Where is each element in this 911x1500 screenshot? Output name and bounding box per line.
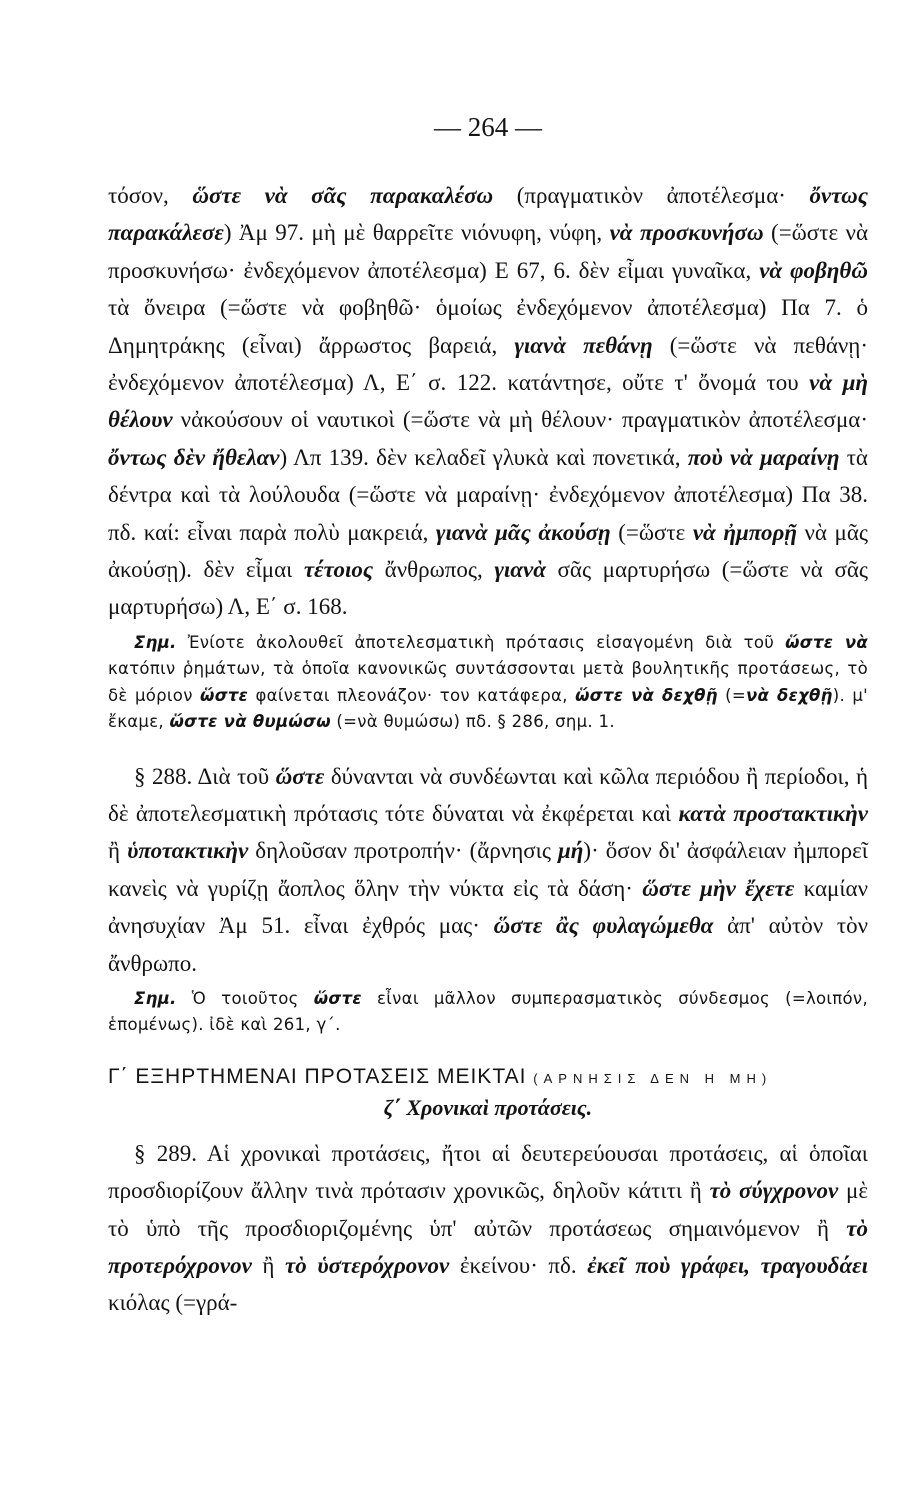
text-run: ) Λπ 139. δὲν κελαδεῖ γλυκὰ καὶ πονετικά, [279,444,688,470]
text-run: κατόπιν ῥημάτων, τὰ ὁποῖα κανονικῶς συντάσσονται μετὰ βουλητικῆς προτάσεως, τὸ δὲ μόριον [108,659,868,705]
text-run: νὰ μᾶς ἀκούσῃ). δὲν εἶμαι [108,519,868,583]
paragraph-continuation [108,177,868,626]
emphasis-text: τέτοιος [303,557,374,583]
emphasis-text: τὸ σύγχρονον [709,1178,839,1204]
text-run: ἢ [108,838,128,864]
emphasis-text: μή [558,838,584,864]
text-run: § 289. Αἱ χρονικαὶ προτάσεις, ἤτοι αἱ δευτερεύουσαι προτάσεις, αἱ ὁποῖαι προσδιορίζουν ἄλλην τινὰ πρότασιν χρονικῶς, δηλοῦν κάτιτι ἢ [108,1140,868,1204]
emphasis-text: νὰ μὴ θέλουν [108,370,868,433]
text-run: ἄνθρωπος, [373,557,495,583]
emphasis-text: νὰ προσκυνήσω [609,220,764,246]
emphasis-text: ὥστε [313,988,362,1008]
text-run: (=ὥστε νὰ προσκυνήσω· ἐνδεχόμενον ἀποτέλεσμα) Ε 67, 6. δὲν εἶμαι γυναῖκα, [108,220,868,283]
text-run: Ἐνίοτε ἀκολουθεῖ ἀποτελεσματικὴ πρότασις εἰσαγομένη διὰ τοῦ [176,632,786,652]
emphasis-text: κατὰ προστακτικὴν [678,800,868,826]
text-run: ). μ' ἔκαμε, [108,685,868,732]
text-run: δηλοῦσαν προτροπήν· (ἄρνησις [248,838,558,864]
subsection-heading: ζ΄ Χρονικαὶ προτάσεις. [383,1094,593,1120]
emphasis-text: ὥστε ἂς φυλαγώμεθα [493,913,714,939]
text-run: κιόλας (=γρά- [108,1290,238,1316]
emphasis-text: νὰ ἠμπορῇ [692,519,797,545]
text-run: § 288. Διὰ τοῦ [134,763,276,789]
emphasis-text: νὰ δεχθῇ [745,685,833,705]
paragraph-289 [108,1135,868,1322]
emphasis-text: ποὺ νὰ μαραίνῃ [687,444,840,470]
emphasis-text: ὥστε μὴν ἔχετε [642,875,795,901]
text-run: μὲ τὸ ὑπὸ τῆς προσδιοριζομένης ὑπ' αὐτῶν προτάσεως σημαινόμενον ἢ [108,1178,868,1241]
emphasis-text: ὑποτακτικὴν [127,838,249,864]
text-run: καμίαν ἀνησυχίαν Ἀμ 51. εἶναι ἐχθρός μας· [108,875,868,939]
emphasis-text: γιανὰ μᾶς ἀκούσῃ [435,519,611,545]
text-run: εἶναι μᾶλλον συμπερασματικὸς σύνδεσμος (=λοιπόν, ἑπομένως). ἰδὲ καὶ 261, γ΄. [108,988,868,1035]
emphasis-text: τὸ προτερόχρονον [108,1215,868,1278]
note-2 [108,986,868,1039]
text-run: τὰ δέντρα καὶ τὰ λούλουδα (=ὥστε νὰ μαραίνῃ· ἐνδεχόμενον ἀποτέλεσμα) Πα 38. πδ. καί: εἶναι παρὰ πολὺ μακρειά, [108,444,868,545]
emphasis-text: ὥστε [275,763,325,789]
emphasis-text: ὥστε νὰ δεχθῇ [575,685,718,705]
text-run: (=ὥστε [610,519,693,545]
emphasis-text: ὥστε νὰ [785,632,868,652]
page-number: — 264 — [434,112,542,142]
emphasis-text: ὄντως δὲν ἤθελαν [108,444,280,470]
emphasis-text: ὥστε [200,685,249,705]
emphasis-text: ὥστε νὰ θυμώσω [169,712,331,732]
text-run: σᾶς μαρτυρήσω (=ὥστε νὰ σᾶς μαρτυρήσω) Λ, Ε΄ σ. 168. [108,557,868,620]
emphasis-text: γιανὰ [494,557,546,583]
emphasis-text: ἐκεῖ ποὺ γράφει, τραγουδάει [587,1252,869,1278]
text-run: (= [717,685,746,705]
text-run: τόσον, [108,183,193,208]
text-run: ἢ [251,1252,286,1278]
emphasis-text: νὰ φοβηθῶ [759,257,868,283]
emphasis-text: τὸ ὑστερόχρονον [285,1252,450,1278]
text-run: ἀπ' αὐτὸν τὸν ἄνθρωπο. [108,913,869,976]
paragraph-288 [108,758,868,982]
emphasis-text: Σημ. [134,988,177,1008]
text-run: φαίνεται πλεονάζον· τον κατάφερα, [248,685,576,705]
emphasis-text: ὄντως παρακάλεσε [108,183,868,246]
page [108,112,868,1322]
section-heading-main: Γ΄ ΕΞΗΡΤΗΜΕΝΑΙ ΠΡΟΤΑΣΕΙΣ ΜΕΙΚΤΑΙ [108,1064,527,1088]
text-run: (=νὰ θυμώσω) πδ. § 286, σημ. 1. [330,712,615,732]
section-heading-negation: (ΑΡΝΗΣΙΣ ΔΕΝ Η ΜΗ) [533,1070,773,1086]
text-run: ἐκείνου· πδ. [449,1252,588,1278]
text-run: Ὁ τοιοῦτος [176,988,314,1008]
text-run: τὰ ὄνειρα (=ὥστε νὰ φοβηθῶ· ὁμοίως ἐνδεχόμενον ἀποτέλεσμα) Πα 7. ὁ Δημητράκης (εἶναι) ἄρρωστος βαρειά, [108,295,868,358]
text-run: (=ὥστε νὰ πεθάνῃ· ἐνδεχόμενον ἀποτέλεσμα) Λ, Ε΄ σ. 122. κατάντησε, οὔτε τ' ὄνομά του [108,332,868,396]
text-run: )· ὅσον δι' ἀσφάλειαν ἠμπορεῖ κανεὶς νὰ γυρίζῃ ἄοπλος ὅλην τὴν νύκτα εἰς τὰ δάση· [108,838,868,901]
text-run: (πραγματικὸν ἀποτέλεσμα· [493,183,810,208]
section-heading [108,1065,868,1089]
text-run: ) Ἀμ 97. μὴ μὲ θαρρεῖτε νιόνυφη, νύφη, [223,220,610,246]
text-run: νἀκούσουν οἱ ναυτικοὶ (=ὥστε νὰ μὴ θέλουν· πραγματικὸν ἀποτέλεσμα· [172,407,868,433]
emphasis-text: ὥστε νὰ σᾶς παρακαλέσω [192,183,494,208]
text-run: δύνανται νὰ συνδέωνται καὶ κῶλα περιόδου ἢ περίοδοι, ἡ δὲ ἀποτελεσματικὴ πρότασις τότε δύναται νὰ ἐκφέρεται καὶ [108,763,868,826]
emphasis-text: Σημ. [134,632,177,652]
emphasis-text: γιανὰ πεθάνῃ [514,332,653,358]
note-1 [108,630,868,736]
